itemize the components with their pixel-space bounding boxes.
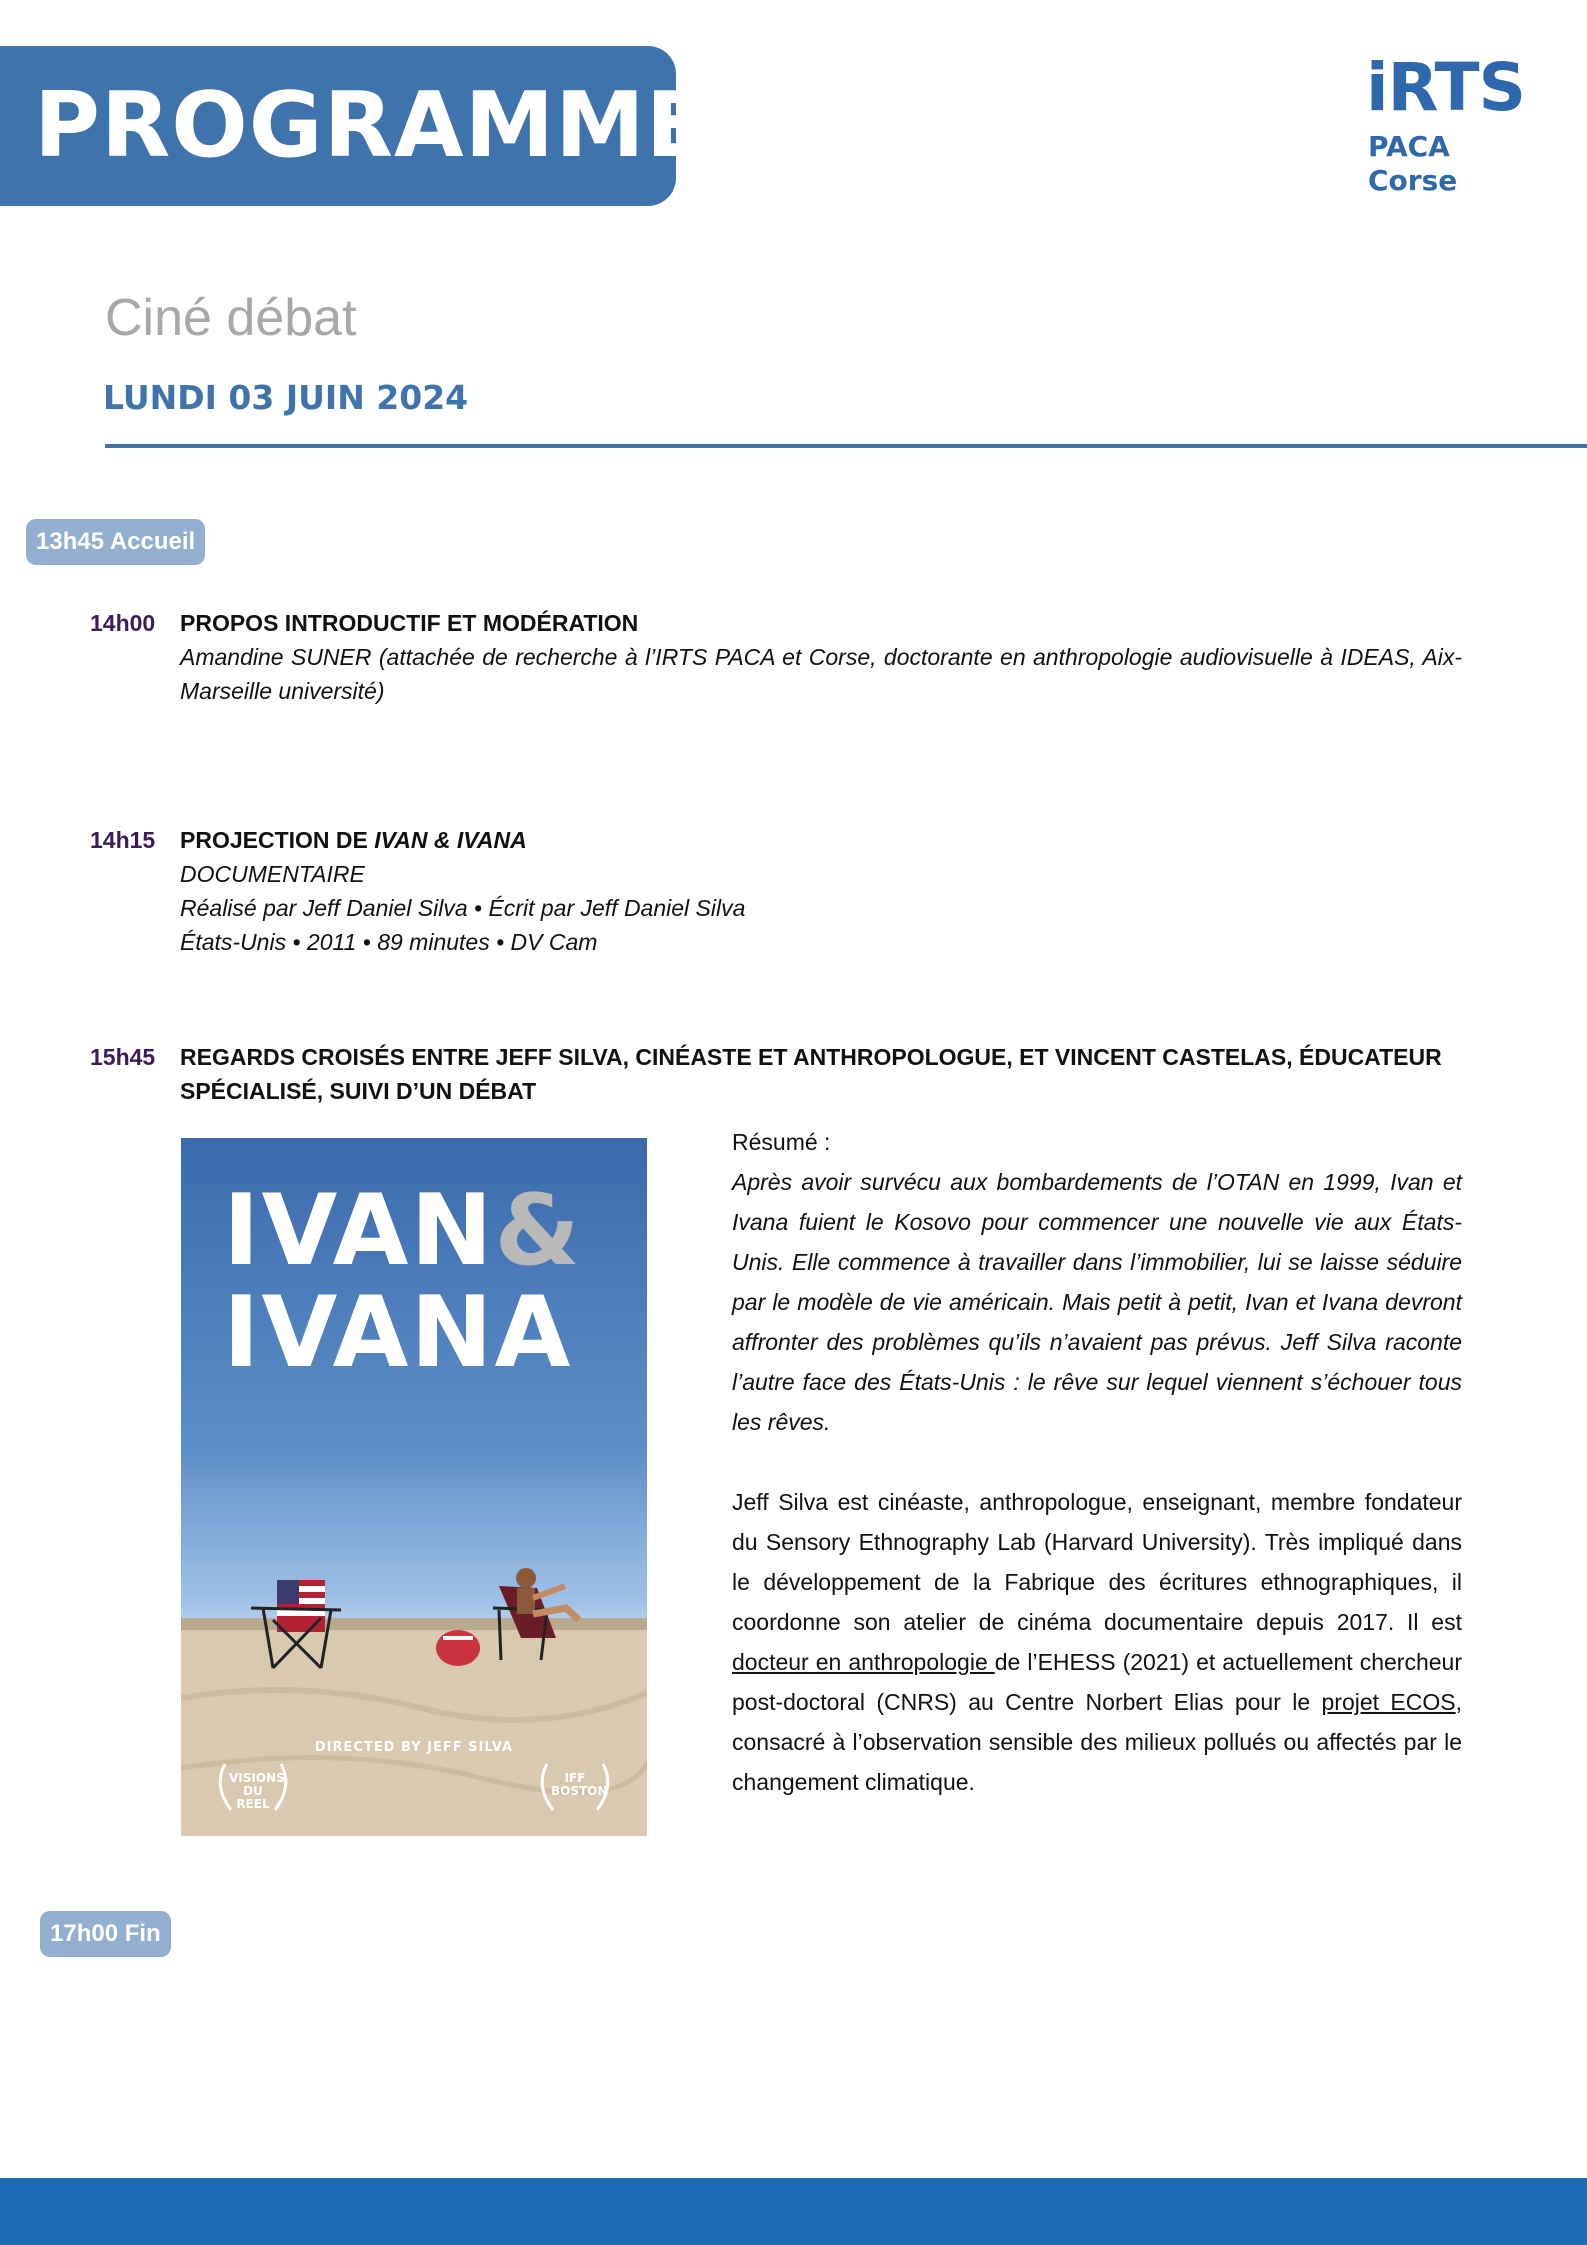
link-docteur-anthropologie[interactable]: docteur en anthropologie (732, 1649, 995, 1675)
poster-title-line1: IVAN (223, 1174, 495, 1288)
film-title: IVAN & IVANA (374, 827, 527, 853)
programme-item (180, 1040, 1442, 1108)
poster-title-amp: & (494, 1174, 582, 1288)
item-speaker: Amandine SUNER (attachée de recherche à l’IRTS PACA et Corse, doctorante en anthropologie audiovisuelle à IDEAS, Aix-Marseille université) (180, 644, 1462, 704)
item-credits: Réalisé par Jeff Daniel Silva • Écrit par Jeff Daniel Silva (180, 895, 746, 921)
footer-bar (0, 2178, 1587, 2245)
summary-synopsis: Après avoir survécu aux bombardements de l’OTAN en 1999, Ivan et Ivana fuient le Kosovo pour commencer une nouvelle vie aux États-Unis. Elle commence à travailler dans l’immobilier, lui se laisse séduire par le modèle de vie américain. Mais petit à petit, Ivan et Ivana devront affronter des problèmes qu’ils n’avaient pas prévus. Jeff Silva raconte l’autre face des États-Unis : le rêve sur lequel viennent s’échouer tous les rêves. (732, 1169, 1462, 1435)
bio-text: Jeff Silva est cinéaste, anthropologue, enseignant, membre fondateur du Sensory Ethnography Lab (Harvard University). Très impliqué dans le développement de la Fabrique des écritures ethnographiques, il coordonne son atelier de cinéma documentaire depuis 2017. Il est (732, 1489, 1462, 1635)
poster-title-line2: IVANA (223, 1276, 573, 1390)
irts-logo (1366, 49, 1546, 197)
item-title (180, 823, 1462, 857)
item-details: États-Unis • 2011 • 89 minutes • DV Cam (180, 929, 598, 955)
bio-text: de l’EHESS (2021) et actuellement chercheur post-doctoral (CNRS) au Centre Norbert Elias pour le (732, 1649, 1462, 1715)
laurel-left-text: VISIONS DU REEL (229, 1771, 285, 1811)
start-badge: 13h45 Accueil (26, 519, 205, 565)
bio-text: , consacré à l’observation sensible des milieux pollués ou affectés par le changement climatique. (732, 1689, 1462, 1795)
event-date: LUNDI 03 JUIN 2024 (103, 378, 469, 417)
laurel-right-text: IFF BOSTON (551, 1771, 608, 1798)
film-summary (732, 1122, 1462, 1802)
poster-directed-by: DIRECTED BY JEFF SILVA (314, 1740, 514, 1755)
end-badge: 17h00 Fin (40, 1911, 171, 1957)
film-poster (181, 1138, 647, 1836)
programme-item (180, 823, 1462, 959)
item-title: PROPOS INTRODUCTIF ET MODÉRATION (180, 610, 639, 636)
programme-banner (0, 46, 709, 206)
item-title-prefix: PROJECTION DE (180, 827, 375, 853)
laurel-left (211, 1756, 295, 1816)
director-bio (732, 1482, 1462, 1802)
link-projet-ecos[interactable]: projet ECOS (1321, 1689, 1456, 1715)
item-time: 14h00 (90, 610, 156, 636)
page-title: PROGRAMME (34, 73, 709, 178)
item-genre: DOCUMENTAIRE (180, 861, 365, 887)
item-time: 14h15 (90, 827, 156, 853)
item-time: 15h45 (90, 1044, 156, 1070)
header-divider (105, 444, 1587, 448)
programme-item (180, 606, 1462, 708)
event-type: Ciné débat (105, 289, 357, 347)
poster-title (223, 1174, 582, 1390)
item-title: REGARDS CROISÉS ENTRE JEFF SILVA, CINÉASTE ET ANTHROPOLOGUE, ET VINCENT CASTELAS, ÉDUCATEUR SPÉCIALISÉ, SUIVI D’UN DÉBAT (180, 1044, 1442, 1104)
summary-label: Résumé : (732, 1129, 831, 1155)
laurel-right (533, 1756, 617, 1816)
logo-subtitle: PACA Corse (1368, 130, 1458, 197)
logo-wordmark: iRTS (1366, 49, 1526, 126)
